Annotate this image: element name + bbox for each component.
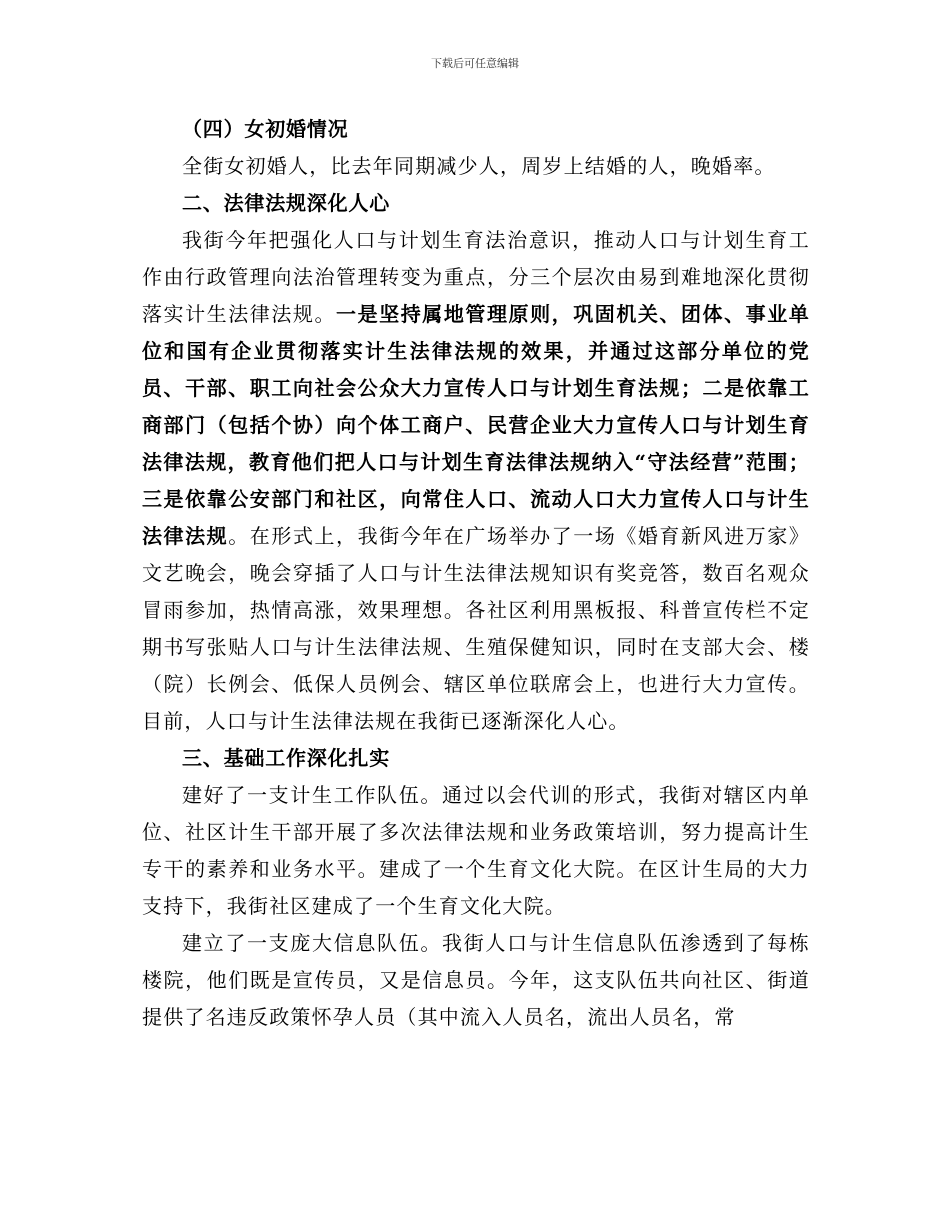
paragraph-team-building: 建好了一支计生工作队伍。通过以会代训的形式，我街对辖区内单位、社区计生干部开展了多次法律法规和业务政策培训，努力提高计生专干的素养和业务水平。建成了一个生育文化大院。在区计生局的大力支持下，我街社区建成了一个生育文化大院。 — [142, 783, 810, 918]
page-header: 下载后可任意编辑 — [431, 57, 519, 70]
paragraph-info-team: 建立了一支庞大信息队伍。我街人口与计生信息队伍渗透到了每栋楼院，他们既是宣传员，又是信息员。今年，这支队伍共向社区、街道提供了名违反政策怀孕人员（其中流入人员名，流出人员名，常 — [142, 931, 810, 1029]
law-intro-text: 我街今年把强化人口与计划生育法治意识，推动人口与计划生育工作由行政管理向法治管理转变为重点，分三个层次由易到难地深化贯彻落实计生法律法规。 — [142, 228, 810, 326]
paragraph-marriage-stats: 全街女初婚人，比去年同期减少人，周岁上结婚的人，晚婚率。 — [182, 154, 776, 178]
document-body — [142, 111, 810, 1036]
law-activities-text: 。在形式上，我街今年在广场举办了一场《婚育新风进万家》文艺晚会，晚会穿插了人口与计生法律法规知识有奖竞答，数百名观众冒雨参加，热情高涨，效果理想。各社区利用黑板报、科普宣传栏不定期书写张贴人口与计生法律法规、生殖保健知识，同时在支部大会、楼（院）长例会、低保人员例会、辖区单位联席会上，也进行大力宣传。目前，人口与计生法律法规在我街已逐渐深化人心。 — [142, 524, 810, 733]
section-heading-4: （四）女初婚情况 — [182, 117, 349, 141]
paragraph-law-promotion — [142, 222, 810, 740]
section-heading-2: 二、法律法规深化人心 — [182, 191, 390, 215]
section-heading-3: 三、基础工作深化扎实 — [182, 746, 390, 770]
law-three-levels-bold: 一是坚持属地管理原则，巩固机关、团体、事业单位和国有企业贯彻落实计生法律法规的效果，并通过这部分单位的党员、干部、职工向社会公众大力宣传人口与计划生育法规；二是依靠工商部门（包括个协）向个体工商户、民营企业大力宣传人口与计划生育法律法规，教育他们把人口与计划生育法律法规纳入“守法经营”范围；三是依靠公安部门和社区，向常住人口、流动人口大力宣传人口与计生法律法规 — [142, 302, 810, 548]
